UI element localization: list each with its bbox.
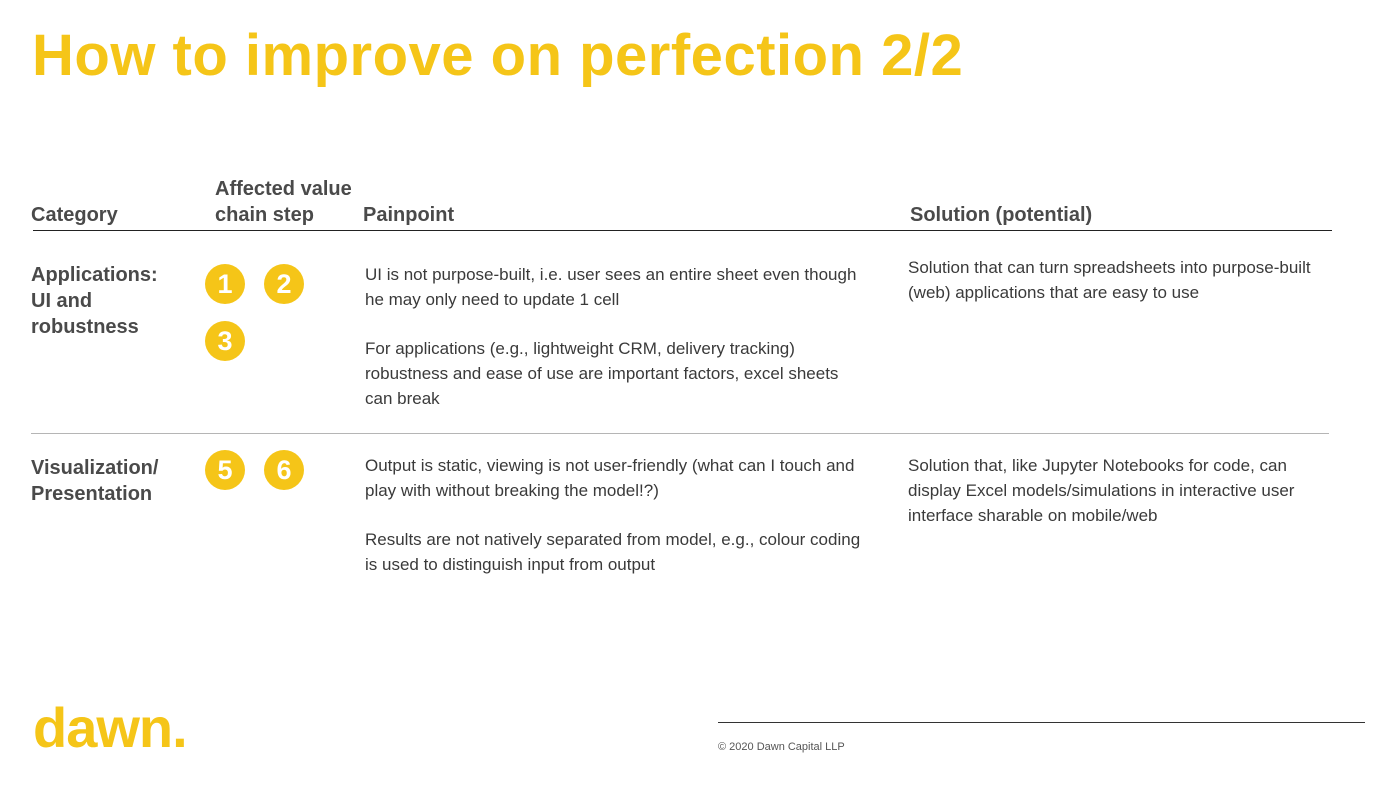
- dawn-logo: dawn.: [33, 696, 187, 759]
- header-divider: [33, 230, 1332, 231]
- category-line: UI and: [31, 290, 93, 312]
- header-value-chain-line1: Affected value: [215, 178, 352, 200]
- solution-text: Solution that, like Jupyter Notebooks for code, can display Excel models/simulations in interactive user interface sharable on mobile/web: [908, 456, 1295, 525]
- header-category: Category: [31, 204, 118, 226]
- painpoint-text: Output is static, viewing is not user-friendly (what can I touch and play with without breaking the model!?): [365, 456, 855, 500]
- footer-rule: [718, 722, 1365, 723]
- row-divider: [31, 433, 1329, 434]
- painpoint-text: UI is not purpose-built, i.e. user sees an entire sheet even though he may only need to update 1 cell: [365, 265, 857, 309]
- step-badge: 6: [264, 450, 304, 490]
- painpoint-text: Results are not natively separated from model, e.g., colour coding is used to distinguish input from output: [365, 530, 861, 574]
- solution-text: Solution that can turn spreadsheets into purpose-built (web) applications that are easy to use: [908, 258, 1311, 302]
- header-painpoint: Painpoint: [363, 204, 455, 226]
- step-badge: 2: [264, 264, 304, 304]
- slide-title: How to improve on perfection 2/2: [32, 23, 964, 88]
- category-line: robustness: [31, 316, 139, 338]
- step-badge: 1: [205, 264, 245, 304]
- header-value-chain-line2: chain step: [215, 204, 314, 226]
- category-line: Visualization/: [31, 457, 159, 479]
- row-category: [31, 262, 201, 340]
- step-badge: 5: [205, 450, 245, 490]
- copyright-notice: © 2020 Dawn Capital LLP: [718, 741, 845, 753]
- painpoint-text: For applications (e.g., lightweight CRM, delivery tracking) robustness and ease of use are important factors, excel sheets can break: [365, 339, 839, 408]
- category-line: Presentation: [31, 483, 153, 505]
- step-badge: 3: [205, 321, 245, 361]
- header-solution: Solution (potential): [910, 204, 1093, 226]
- category-line: Applications:: [31, 264, 158, 286]
- row-category: [31, 455, 201, 507]
